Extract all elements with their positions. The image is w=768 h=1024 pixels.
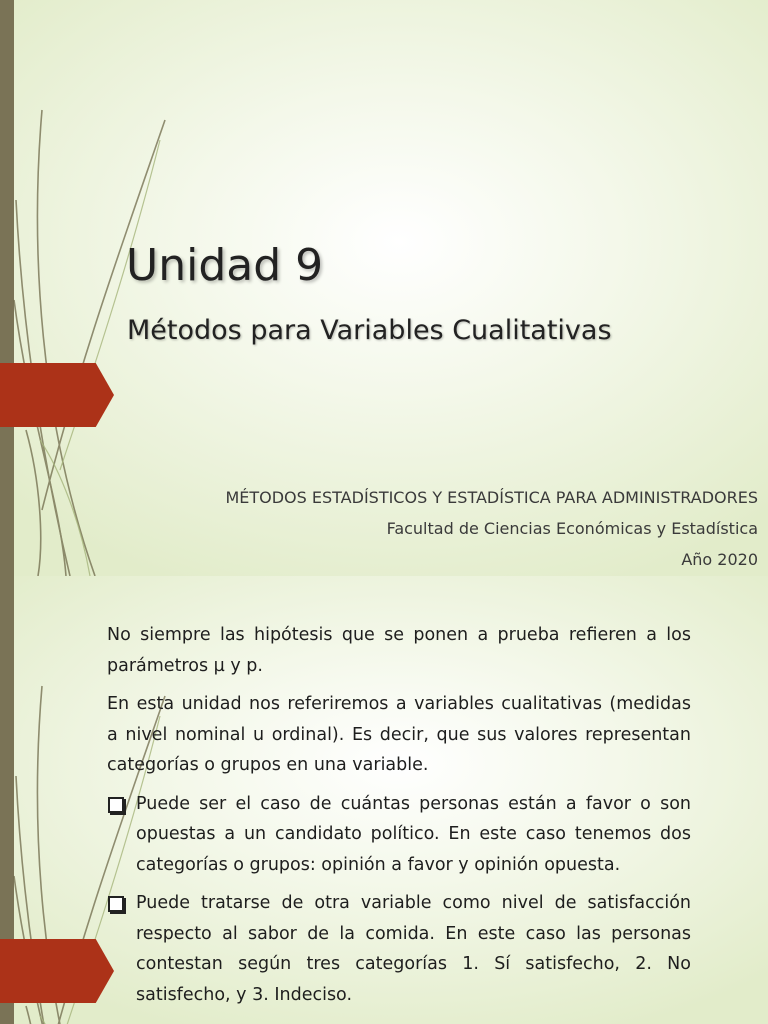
faculty-name: Facultad de Ciencias Económicas y Estadística: [386, 519, 758, 538]
paragraph-2: En esta unidad nos referiremos a variables cualitativas (medidas a nivel nominal u ordinal). Es decir, que sus valores representan categorías o grupos en una variable.: [107, 694, 691, 775]
year-label: Año 2020: [681, 550, 758, 569]
arrow-tab-icon: [0, 363, 114, 427]
bullet-text: Puede tratarse de otra variable como nivel de satisfacción respecto al sabor de la comida. En este caso las personas contestan según tres categorías 1. Sí satisfecho, 2. No satisfecho, y 3. Indeciso.: [136, 893, 691, 1005]
bullet-item: [107, 888, 691, 1010]
paragraph-1: No siempre las hipótesis que se ponen a prueba refieren a los parámetros µ y p.: [107, 625, 691, 676]
checkbox-bullet-icon: [108, 896, 124, 912]
checkbox-bullet-icon: [108, 797, 124, 813]
content-slide: [0, 576, 768, 1024]
slide-subtitle: Métodos para Variables Cualitativas: [127, 315, 612, 346]
arrow-tab-icon: [0, 939, 114, 1003]
bullet-item: [107, 789, 691, 881]
course-info: [225, 482, 758, 575]
slide-content: [107, 620, 691, 1018]
course-name: MÉTODOS ESTADÍSTICOS Y ESTADÍSTICA PARA ADMINISTRADORES: [225, 488, 758, 507]
slide-title: Unidad 9: [126, 240, 324, 291]
bullet-text: Puede ser el caso de cuántas personas están a favor o son opuestas a un candidato político. En este caso tenemos dos categorías o grupos: opinión a favor y opinión opuesta.: [136, 793, 691, 875]
